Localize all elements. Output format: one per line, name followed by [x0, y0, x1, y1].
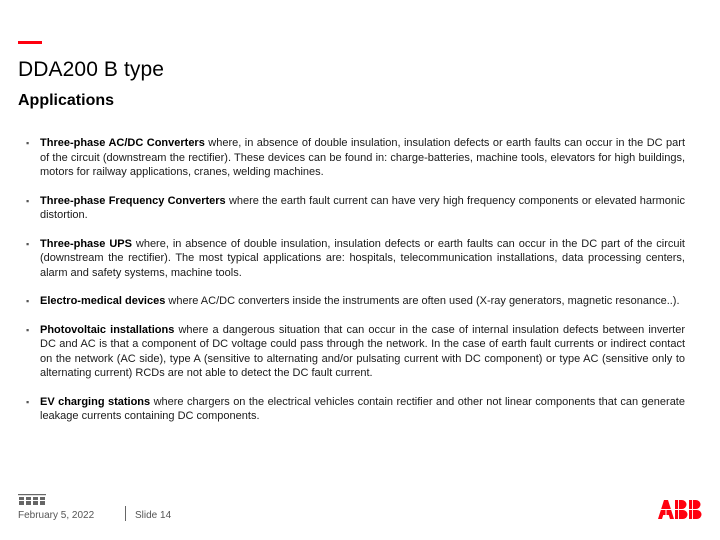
bullet-term: Three-phase Frequency Converters: [40, 194, 226, 207]
bullet-term: Three-phase UPS: [40, 237, 132, 250]
bullet-term: Photovoltaic installations: [40, 323, 175, 336]
abb-logo-icon: [658, 500, 702, 519]
bullet-marker-icon: ▪: [26, 324, 30, 335]
bullet-marker-icon: ▪: [26, 396, 30, 407]
bullet-term: EV charging stations: [40, 395, 151, 408]
bullet-text: where AC/DC converters inside the instruments are often used (X-ray generators, magnetic resonance..).: [165, 295, 680, 307]
bullet-marker-icon: ▪: [26, 296, 30, 306]
footer-date: February 5, 2022: [18, 510, 95, 521]
list-item: [25, 294, 685, 309]
bullet-marker-icon: ▪: [26, 195, 30, 206]
accent-bar: [18, 41, 42, 44]
list-item: [25, 237, 685, 281]
footer-divider: [125, 506, 126, 521]
bullet-marker-icon: ▪: [26, 238, 30, 249]
bullet-text: where a dangerous situation that can occur in the case of internal insulation defects between inverter DC and AC is that a component of DC voltage could pass through the network. In the case of earth fault currents or indirect contact on the network (AC side), type A (sensitive to alternating and/or pulsating current with DC component) or type AC (sensitive only to alternating current) RCDs are not able to detect the DC fault current.: [40, 323, 685, 379]
page-title: DDA200 B type: [18, 58, 165, 81]
slide-number: Slide 14: [135, 510, 172, 521]
list-item: [25, 136, 685, 180]
bullet-text: where chargers on the electrical vehicles contain rectifier and other not linear components that can generate leakage currents containing DC components.: [40, 395, 685, 422]
bullet-term: Electro-medical devices: [40, 295, 166, 307]
bullet-text: where, in absence of double insulation, insulation defects or earth faults can occur in the DC part of the circuit (downstream the rectifier). These devices can be found in: charge-batteries, machine tools, elevators for high buildings, motors for railway applications, cranes, welding machines.: [40, 137, 685, 178]
list-item: [25, 194, 685, 223]
applications-list: [25, 136, 685, 438]
list-item: [25, 395, 685, 424]
list-item: [25, 323, 685, 381]
bullet-text: where, in absence of double insulation, insulation defects or earth faults can occur in the DC part of the circuit (downstream the rectifier). The most typical applications are: hospitals, telecommunication installations, data processing centers, alarm and safety systems, machine tools.: [40, 237, 685, 279]
page-subtitle: Applications: [18, 92, 115, 109]
abb-footer-mark-icon: [18, 494, 46, 506]
bullet-text: where the earth fault current can have very high frequency components or elevated harmonic distortion.: [40, 194, 685, 221]
bullet-marker-icon: ▪: [26, 138, 30, 148]
bullet-term: Three-phase AC/DC Converters: [40, 137, 205, 149]
